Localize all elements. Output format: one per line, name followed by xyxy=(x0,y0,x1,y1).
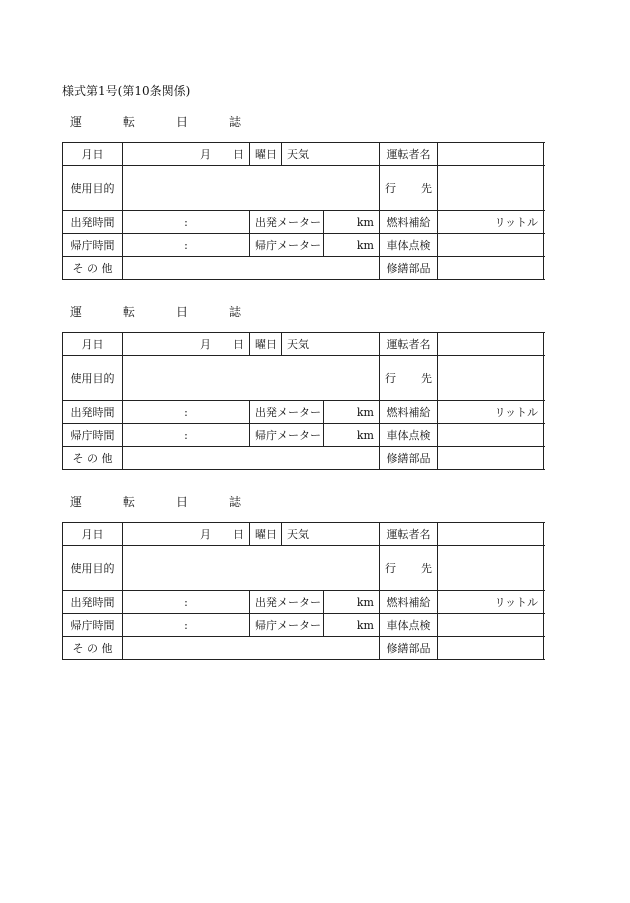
title-char-2: 転 xyxy=(123,495,136,509)
repair-parts-label: 修繕部品 xyxy=(380,637,438,660)
driver-name-input[interactable] xyxy=(438,333,544,356)
driver-name-label: 運転者名 xyxy=(380,143,438,166)
return-meter-input[interactable]: km xyxy=(324,614,380,637)
driving-log-table xyxy=(62,142,544,280)
title-char-2: 転 xyxy=(123,305,136,319)
departure-meter-label: 出発メーター xyxy=(250,211,324,234)
driving-log-block-1 xyxy=(62,113,543,275)
driving-log-table xyxy=(62,522,544,660)
driver-name-input[interactable] xyxy=(438,143,544,166)
driver-name-label: 運転者名 xyxy=(380,523,438,546)
fuel-refill-label: 燃料補給 xyxy=(380,401,438,424)
other-input[interactable] xyxy=(123,257,380,280)
departure-meter-input[interactable]: km xyxy=(324,211,380,234)
other-label: そ の 他 xyxy=(63,257,123,280)
date-label: 月日 xyxy=(63,523,123,546)
repair-parts-input[interactable] xyxy=(438,447,544,470)
destination-input[interactable] xyxy=(438,546,544,591)
driving-log-table xyxy=(62,332,544,470)
month-day-field[interactable]: 月 日 xyxy=(123,143,250,166)
vehicle-inspection-input[interactable] xyxy=(438,424,544,447)
return-meter-label: 帰庁メーター xyxy=(250,614,324,637)
other-input[interactable] xyxy=(123,637,380,660)
vehicle-inspection-input[interactable] xyxy=(438,614,544,637)
other-input[interactable] xyxy=(123,447,380,470)
log-title xyxy=(62,113,543,133)
repair-parts-label: 修繕部品 xyxy=(380,447,438,470)
destination-input[interactable] xyxy=(438,166,544,211)
other-label: そ の 他 xyxy=(63,637,123,660)
weather-field[interactable]: 天気 xyxy=(282,143,380,166)
month-day-field[interactable]: 月 日 xyxy=(123,523,250,546)
return-meter-input[interactable]: km xyxy=(324,234,380,257)
purpose-label: 使用目的 xyxy=(63,166,123,211)
return-meter-input[interactable]: km xyxy=(324,424,380,447)
fuel-refill-input[interactable]: リットル xyxy=(438,401,544,424)
repair-parts-input[interactable] xyxy=(438,637,544,660)
departure-time-label: 出発時間 xyxy=(63,211,123,234)
return-time-label: 帰庁時間 xyxy=(63,234,123,257)
purpose-label: 使用目的 xyxy=(63,546,123,591)
log-title xyxy=(62,303,543,323)
fuel-refill-input[interactable]: リットル xyxy=(438,591,544,614)
departure-meter-input[interactable]: km xyxy=(324,591,380,614)
fuel-refill-label: 燃料補給 xyxy=(380,591,438,614)
return-time-input[interactable]: : xyxy=(123,234,250,257)
departure-meter-label: 出発メーター xyxy=(250,591,324,614)
vehicle-inspection-label: 車体点検 xyxy=(380,614,438,637)
vehicle-inspection-input[interactable] xyxy=(438,234,544,257)
form-number: 様式第1号(第10条関係) xyxy=(62,84,191,98)
title-char-1: 運 xyxy=(70,305,83,319)
weekday-label: 曜日 xyxy=(250,333,282,356)
departure-time-input[interactable]: : xyxy=(123,591,250,614)
title-char-4: 誌 xyxy=(229,115,242,129)
departure-meter-input[interactable]: km xyxy=(324,401,380,424)
destination-label: 行 先 xyxy=(380,356,438,401)
title-char-1: 運 xyxy=(70,115,83,129)
date-label: 月日 xyxy=(63,143,123,166)
return-time-input[interactable]: : xyxy=(123,614,250,637)
return-time-input[interactable]: : xyxy=(123,424,250,447)
return-meter-label: 帰庁メーター xyxy=(250,234,324,257)
departure-time-input[interactable]: : xyxy=(123,401,250,424)
destination-label: 行 先 xyxy=(380,546,438,591)
other-label: そ の 他 xyxy=(63,447,123,470)
weekday-label: 曜日 xyxy=(250,523,282,546)
fuel-refill-input[interactable]: リットル xyxy=(438,211,544,234)
driving-log-block-3 xyxy=(62,493,543,655)
fuel-refill-label: 燃料補給 xyxy=(380,211,438,234)
date-label: 月日 xyxy=(63,333,123,356)
purpose-input[interactable] xyxy=(123,166,380,211)
driver-name-label: 運転者名 xyxy=(380,333,438,356)
destination-label: 行 先 xyxy=(380,166,438,211)
repair-parts-label: 修繕部品 xyxy=(380,257,438,280)
title-char-4: 誌 xyxy=(229,305,242,319)
purpose-input[interactable] xyxy=(123,546,380,591)
return-time-label: 帰庁時間 xyxy=(63,424,123,447)
vehicle-inspection-label: 車体点検 xyxy=(380,424,438,447)
log-title xyxy=(62,493,543,513)
weather-field[interactable]: 天気 xyxy=(282,523,380,546)
month-day-field[interactable]: 月 日 xyxy=(123,333,250,356)
departure-time-input[interactable]: : xyxy=(123,211,250,234)
destination-input[interactable] xyxy=(438,356,544,401)
weather-field[interactable]: 天気 xyxy=(282,333,380,356)
weekday-label: 曜日 xyxy=(250,143,282,166)
purpose-label: 使用目的 xyxy=(63,356,123,401)
departure-time-label: 出発時間 xyxy=(63,591,123,614)
return-meter-label: 帰庁メーター xyxy=(250,424,324,447)
purpose-input[interactable] xyxy=(123,356,380,401)
departure-meter-label: 出発メーター xyxy=(250,401,324,424)
title-char-3: 日 xyxy=(176,305,189,319)
title-char-2: 転 xyxy=(123,115,136,129)
title-char-1: 運 xyxy=(70,495,83,509)
vehicle-inspection-label: 車体点検 xyxy=(380,234,438,257)
departure-time-label: 出発時間 xyxy=(63,401,123,424)
repair-parts-input[interactable] xyxy=(438,257,544,280)
title-char-4: 誌 xyxy=(229,495,242,509)
title-char-3: 日 xyxy=(176,495,189,509)
title-char-3: 日 xyxy=(176,115,189,129)
return-time-label: 帰庁時間 xyxy=(63,614,123,637)
driver-name-input[interactable] xyxy=(438,523,544,546)
driving-log-block-2 xyxy=(62,303,543,465)
